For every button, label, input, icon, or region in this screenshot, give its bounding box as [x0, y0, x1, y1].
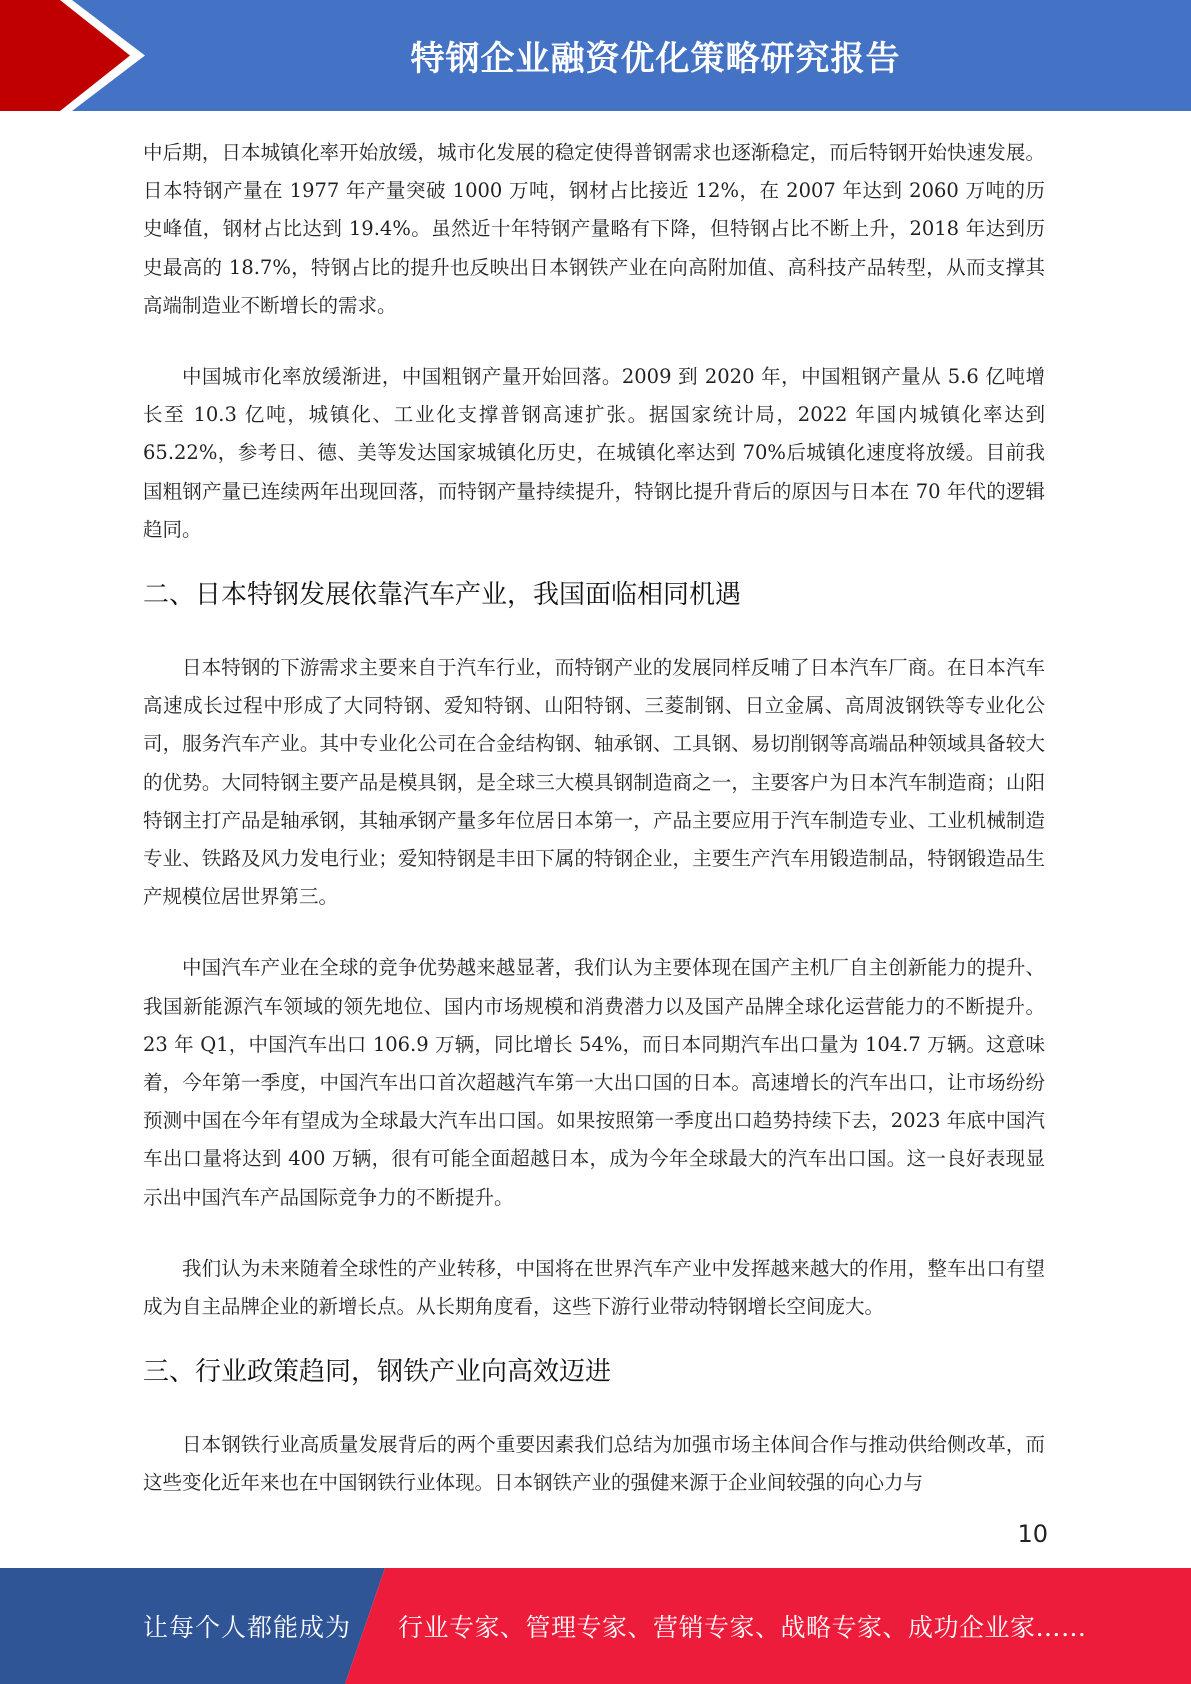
footer-bar: [0, 1568, 1191, 1684]
paragraph-1: 中后期，日本城镇化率开始放缓，城市化发展的稳定使得普钢需求也逐渐稳定，而后特钢开始快速发展。日本特钢产量在 1977 年产量突破 1000 万吨，钢材占比接近 12%，在 2007 年达到 2060 万吨的历史峰值，钢材占比达到 19.4%。虽然近十年特钢产量略有下降，但特钢占比不断上升，2018 年达到历史最高的 18.7%，特钢占比的提升也反映出日本钢铁产业在向高附加值、高科技产品转型，从而支撑其高端制造业不断增长的需求。: [143, 141, 1045, 317]
section-heading-2: 二、日本特钢发展依靠汽车产业，我国面临相同机遇: [143, 580, 742, 611]
paragraph-3: 日本特钢的下游需求主要来自于汽车行业，而特钢产业的发展同样反哺了日本汽车厂商。在日本汽车高速成长过程中形成了大同特钢、爱知特钢、山阳特钢、三菱制钢、日立金属、高周波钢铁等专业化公司，服务汽车产业。其中专业化公司在合金结构钢、轴承钢、工具钢、易切削钢等高端品种领域具备较大的优势。大同特钢主要产品是模具钢，是全球三大模具钢制造商之一，主要客户为日本汽车制造商；山阳特钢主打产品是轴承钢，其轴承钢产量多年位居日本第一，产品主要应用于汽车制造专业、工业机械制造专业、铁路及风力发电行业；爱知特钢是丰田下属的特钢企业，主要生产汽车用锻造制品，特钢锻造品生产规模位居世界第三。: [143, 656, 1045, 909]
paragraph-5: 我们认为未来随着全球性的产业转移，中国将在世界汽车产业中发挥越来越大的作用，整车出口有望成为自主品牌企业的新增长点。从长期角度看，这些下游行业带动特钢增长空间庞大。: [143, 1256, 1045, 1319]
header-arrow-icon: [0, 0, 150, 111]
paragraph-6: 日本钢铁行业高质量发展背后的两个重要因素我们总结为加强市场主体间合作与推动供给侧改革，而这些变化近年来也在中国钢铁行业体现。日本钢铁产业的强健来源于企业间较强的向心力与: [143, 1433, 1045, 1495]
main-content: [143, 134, 1045, 1503]
footer-slogan-right: 行业专家、管理专家、营销专家、战略专家、成功企业家……: [398, 1613, 1087, 1642]
paragraph-4: 中国汽车产业在全球的竞争优势越来越显著，我们认为主要体现在国产主机厂自主创新能力的提升、我国新能源汽车领域的领先地位、国内市场规模和消费潜力以及国产品牌全球化运营能力的不断提升。23 年 Q1，中国汽车出口 106.9 万辆，同比增长 54%，而日本同期汽车出口量为 104.7 万辆。这意味着，今年第一季度，中国汽车出口首次超越汽车第一大出口国的日本。高速增长的汽车出口，让市场纷纷预测中国在今年有望成为全球最大汽车出口国。如果按照第一季度出口趋势持续下去，2023 年底中国汽车出口量将达到 400 万辆，很有可能全面超越日本，成为今年全球最大的汽车出口国。这一良好表现显示出中国汽车产品国际竞争力的不断提升。: [143, 956, 1045, 1209]
section-heading-3: 三、行业政策趋同，钢铁产业向高效迈进: [143, 1357, 612, 1388]
header-bar: [0, 0, 1191, 111]
report-title: 特钢企业融资优化策略研究报告: [410, 39, 901, 79]
paragraph-2: 中国城市化率放缓渐进，中国粗钢产量开始回落。2009 到 2020 年，中国粗钢产量从 5.6 亿吨增长至 10.3 亿吨，城镇化、工业化支撑普钢高速扩张。据国家统计局，2022 年国内城镇化率达到 65.22%，参考日、德、美等发达国家城镇化历史，在城镇化率达到 70%后城镇化速度将放缓。目前我国粗钢产量已连续两年出现回落，而特钢产量持续提升，特钢比提升背后的原因与日本在 70 年代的逻辑趋同。: [143, 365, 1045, 541]
footer-slogan-left: 让每个人都能成为: [143, 1613, 352, 1642]
page-number: 10: [1017, 1520, 1048, 1548]
